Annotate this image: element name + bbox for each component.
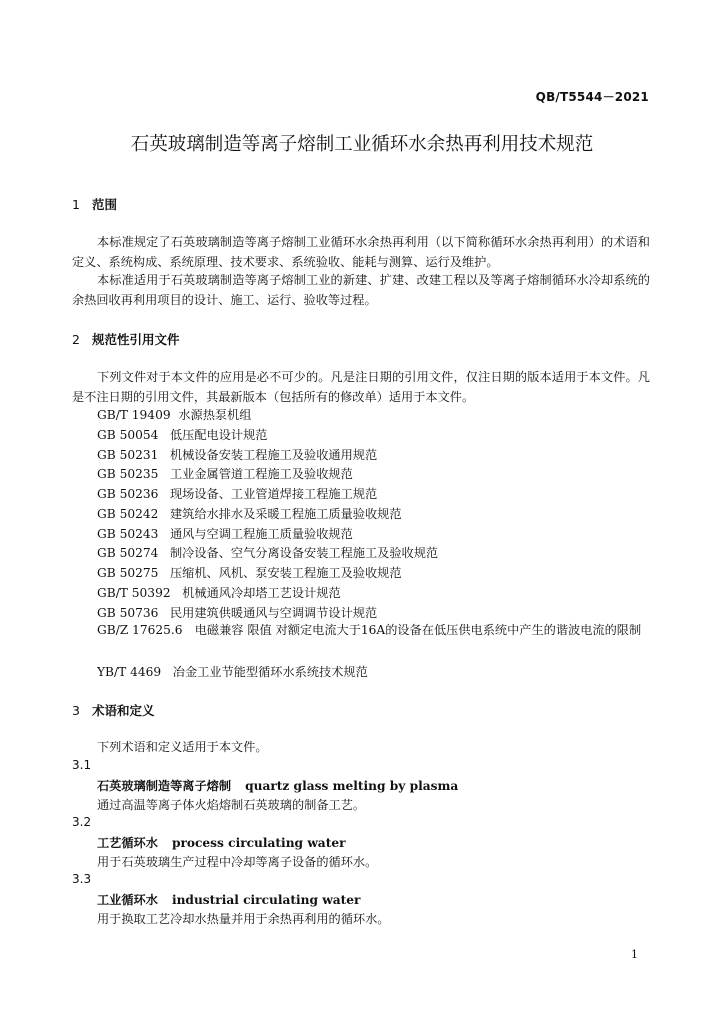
- ref-item: GB 50054 低压配电设计规范: [97, 428, 268, 442]
- section-2-para-1: 下列文件对于本文件的应用是必不可少的。凡是注日期的引用文件，仅注日期的版本适用于本文件。凡是不注日期的引用文件，其最新版本（包括所有的修改单）适用于本文件。: [72, 370, 650, 404]
- ref-item: GB 50236 现场设备、工业管道焊接工程施工规范: [97, 487, 378, 501]
- section-1-heading: [72, 195, 117, 213]
- section-3-heading: [72, 701, 155, 719]
- ref-item: YB/T 4469 冶金工业节能型循环水系统技术规范: [97, 665, 368, 679]
- ref-item: GB 50242 建筑给水排水及采暖工程施工质量验收规范: [97, 507, 402, 521]
- ref-item: GB 50736 民用建筑供暖通风与空调调节设计规范: [97, 606, 378, 620]
- ref-item: GB 50274 制冷设备、空气分离设备安装工程施工及验收规范: [97, 546, 439, 560]
- section-number: 3: [72, 703, 80, 718]
- section-3-para-1: 下列术语和定义适用于本文件。: [97, 740, 268, 754]
- ref-item: GB 50235 工业金属管道工程施工及验收规范: [97, 467, 353, 481]
- ref-item: GB 50243 通风与空调工程施工质量验收规范: [97, 527, 353, 541]
- doc-code: QB/T5544－2021: [535, 90, 649, 104]
- term-clause-number: 3.2: [72, 815, 92, 829]
- term-definition: 用于石英玻璃生产过程中冷却等离子设备的循环水。: [97, 855, 378, 869]
- section-number: 1: [72, 197, 80, 212]
- ref-item-long: GB/Z 17625.6 电磁兼容 限值 对额定电流大于16A的设备在低压供电系统中产生的谐波电流的限制: [97, 623, 642, 637]
- ref-item: GB/T 50392 机械通风冷却塔工艺设计规范: [97, 586, 341, 600]
- section-number: 2: [72, 332, 80, 347]
- ref-item: GB 50275 压缩机、风机、泵安装工程施工及验收规范: [97, 566, 402, 580]
- ref-item: GB 50231 机械设备安装工程施工及验收通用规范: [97, 448, 378, 462]
- term-heading: 石英玻璃制造等离子熔制 quartz glass melting by plasma: [97, 779, 459, 793]
- ref-item: GB/T 19409 水源热泵机组: [97, 408, 252, 422]
- section-2-heading: [72, 330, 180, 348]
- section-1-para-1: 本标准规定了石英玻璃制造等离子熔制工业循环水余热再利用（以下简称循环水余热再利用）的术语和定义、系统构成、系统原理、技术要求、系统验收、能耗与测算、运行及维护。: [72, 235, 650, 269]
- section-1-para-2: 本标准适用于石英玻璃制造等离子熔制工业的新建、扩建、改建工程以及等离子熔制循环水冷却系统的余热回收再利用项目的设计、施工、运行、验收等过程。: [72, 273, 650, 307]
- term-clause-number: 3.3: [72, 872, 92, 886]
- term-definition: 通过高温等离子体火焰熔制石英玻璃的制备工艺。: [97, 798, 366, 812]
- section-title: 规范性引用文件: [92, 332, 180, 347]
- term-definition: 用于换取工艺冷却水热量并用于余热再利用的循环水。: [97, 912, 390, 926]
- page-number: 1: [631, 948, 638, 961]
- term-clause-number: 3.1: [72, 758, 92, 772]
- section-title: 术语和定义: [92, 703, 155, 718]
- doc-title: 石英玻璃制造等离子熔制工业循环水余热再利用技术规范: [130, 134, 594, 155]
- term-heading: 工艺循环水 process circulating water: [97, 836, 346, 850]
- term-heading: 工业循环水 industrial circulating water: [97, 893, 361, 907]
- section-title: 范围: [92, 197, 118, 212]
